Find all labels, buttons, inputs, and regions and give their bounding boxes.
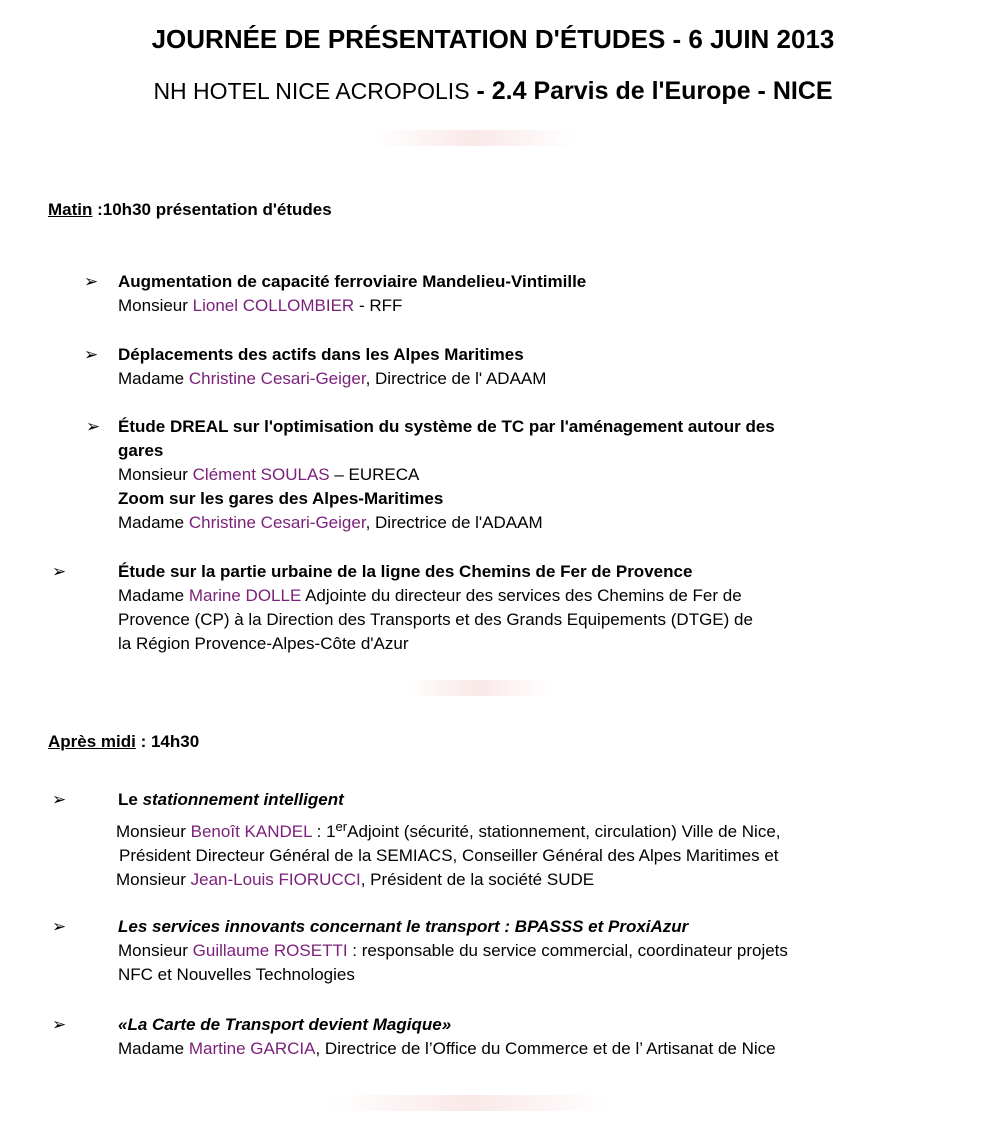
item-text: Provence (CP) à la Direction des Transports et des Grands Equipements (DTGE) de: [118, 610, 753, 629]
morning-label: Matin: [48, 200, 93, 219]
item-speaker: Monsieur Clément SOULAS – EURECA: [118, 465, 420, 484]
morning-time: :10h30 présentation d'études: [92, 200, 332, 219]
list-item: [118, 1013, 776, 1061]
bullet-arrow-icon: ➢: [52, 1015, 67, 1034]
afternoon-label: Après midi: [48, 732, 136, 751]
bullet-arrow-icon: ➢: [86, 417, 101, 436]
item-title: Augmentation de capacité ferroviaire Mandelieu-Vintimille: [118, 272, 587, 291]
afternoon-time: : 14h30: [135, 732, 200, 751]
item-text: Président Directeur Général de la SEMIACS, Conseiller Général des Alpes Maritimes et: [119, 846, 779, 865]
list-item: [118, 343, 546, 391]
faint-watermark: [330, 1095, 610, 1111]
item-speaker-block: [116, 820, 781, 892]
item-speaker: Monsieur Jean-Louis FIORUCCI, Président de la société SUDE: [116, 870, 595, 889]
faint-watermark: [405, 680, 550, 696]
bullet-arrow-icon: ➢: [52, 917, 67, 936]
item-title: Le stationnement intelligent: [118, 790, 344, 809]
bullet-arrow-icon: ➢: [52, 790, 67, 809]
bullet-arrow-icon: ➢: [52, 562, 67, 581]
venue-address: - 2.4 Parvis de l'Europe - NICE: [469, 77, 833, 105]
speaker-name: Clément SOULAS: [192, 465, 330, 484]
item-subtitle: Zoom sur les gares des Alpes-Maritimes: [118, 489, 444, 508]
list-item: [118, 560, 753, 656]
venue-line: [0, 77, 986, 106]
item-title: Les services innovants concernant le transport : BPASSS et ProxiAzur: [118, 917, 689, 936]
list-item: [118, 415, 775, 535]
item-speaker: Madame Martine GARCIA, Directrice de l’Office du Commerce et de l’ Artisanat de Nice: [118, 1039, 776, 1058]
speaker-name: Benoît KANDEL: [190, 822, 312, 841]
item-speaker: Madame Christine Cesari-Geiger, Directrice de l' ADAAM: [118, 369, 547, 388]
list-item: [118, 270, 586, 318]
speaker-name: Jean-Louis FIORUCCI: [190, 870, 361, 889]
list-item: [118, 788, 344, 812]
bullet-arrow-icon: ➢: [84, 272, 99, 291]
item-speaker: Monsieur Benoît KANDEL : 1erAdjoint (sécurité, stationnement, circulation) Ville de Nice,: [116, 819, 781, 841]
list-item: [118, 915, 788, 987]
item-title: «La Carte de Transport devient Magique»: [118, 1015, 452, 1034]
item-text: la Région Provence-Alpes-Côte d'Azur: [118, 634, 409, 653]
item-title-continued: gares: [118, 441, 164, 460]
speaker-name: Lionel COLLOMBIER: [192, 296, 355, 315]
item-speaker: Madame Marine DOLLE Adjointe du directeur des services des Chemins de Fer de: [118, 586, 742, 605]
page-title: JOURNÉE DE PRÉSENTATION D'ÉTUDES - 6 JUIN 2013: [151, 24, 835, 54]
item-speaker: Madame Christine Cesari-Geiger, Directrice de l'ADAAM: [118, 513, 543, 532]
item-title: Étude DREAL sur l'optimisation du système de TC par l'aménagement autour des: [118, 417, 775, 436]
speaker-name: Christine Cesari-Geiger: [188, 513, 366, 532]
item-title: Étude sur la partie urbaine de la ligne des Chemins de Fer de Provence: [118, 562, 693, 581]
speaker-name: Guillaume ROSETTI: [192, 941, 348, 960]
afternoon-heading: [48, 732, 199, 752]
item-speaker: Monsieur Lionel COLLOMBIER - RFF: [118, 296, 403, 315]
item-title: Déplacements des actifs dans les Alpes Maritimes: [118, 345, 524, 364]
speaker-name: Marine DOLLE: [188, 586, 302, 605]
bullet-arrow-icon: ➢: [84, 345, 99, 364]
speaker-name: Martine GARCIA: [188, 1039, 316, 1058]
morning-heading: [48, 200, 332, 220]
faint-watermark: [375, 130, 575, 146]
speaker-name: Christine Cesari-Geiger: [188, 369, 366, 388]
venue-name: NH HOTEL NICE ACROPOLIS: [153, 78, 470, 104]
item-text: NFC et Nouvelles Technologies: [118, 965, 355, 984]
item-speaker: Monsieur Guillaume ROSETTI : responsable du service commercial, coordinateur projets: [118, 941, 788, 960]
